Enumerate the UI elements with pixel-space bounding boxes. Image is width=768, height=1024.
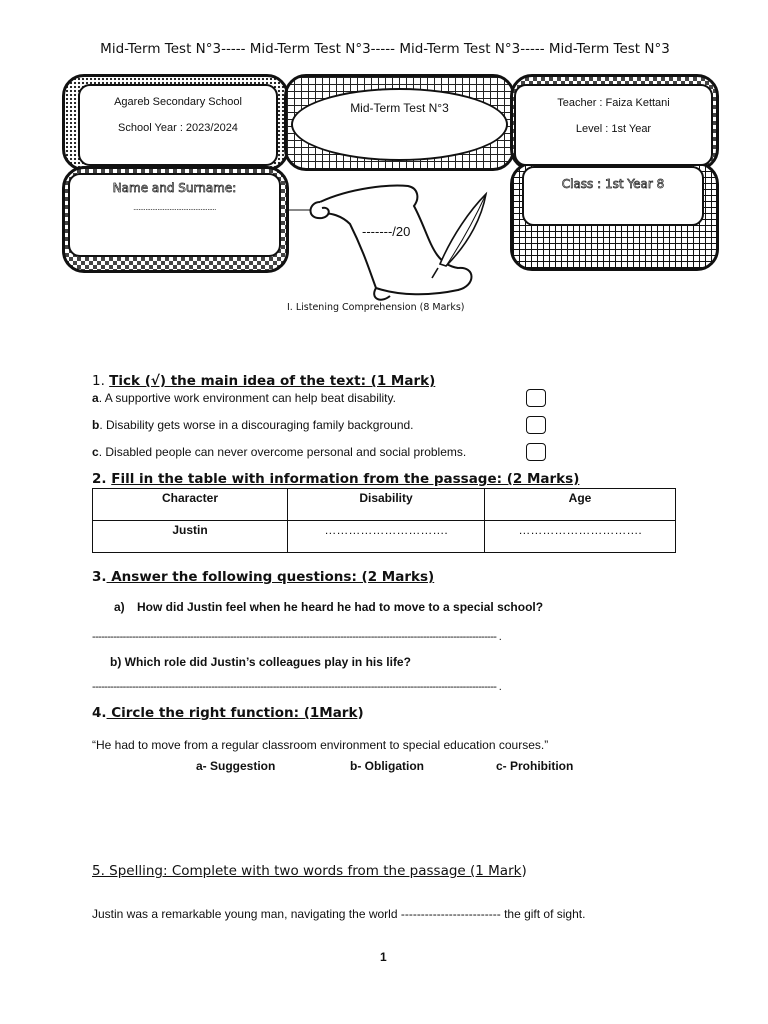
checkbox-b[interactable]: [526, 416, 546, 434]
school-name: Agareb Secondary School: [114, 96, 242, 108]
q5-sentence: Justin was a remarkable young man, navigating the world ------------------------- the gift of sight.: [92, 907, 586, 921]
page-number: 1: [380, 950, 387, 964]
test-title-oval: [291, 88, 508, 161]
q1-title: Tick (√) the main idea of the text: (1 Mark): [109, 373, 436, 389]
class-card: [522, 166, 704, 226]
answer-line-a[interactable]: ------------------------------------------------------------------------------------------------------------------------------------ .: [92, 631, 502, 643]
q2-heading: [92, 471, 579, 487]
checkbox-c[interactable]: [526, 443, 546, 461]
test-title: Mid-Term Test N°3: [350, 101, 449, 115]
q4-title: Circle the right function: (1Mark: [106, 705, 358, 721]
q5-close: ): [521, 863, 527, 879]
table-header-row: [93, 489, 676, 521]
table-header: Character: [93, 489, 288, 521]
q4-close: ): [357, 705, 364, 721]
q1-option-a: a. A supportive work environment can help beat disability.: [92, 391, 396, 405]
score-field[interactable]: -------/20: [362, 224, 411, 239]
q1-option-c: c. Disabled people can never overcome personal and social problems.: [92, 445, 467, 459]
choice-prohibition[interactable]: c- Prohibition: [496, 759, 574, 773]
q4-heading: [92, 705, 364, 721]
q2-title: Fill in the table with information from the passage: (2 Marks): [111, 471, 580, 487]
choice-suggestion[interactable]: a- Suggestion: [196, 759, 276, 773]
table-cell[interactable]: ………………………….: [288, 521, 485, 553]
table-cell: Justin: [93, 521, 288, 553]
q3a-question: How did Justin feel when he heard he had to move to a special school?: [137, 600, 544, 614]
level: Level : 1st Year: [575, 123, 652, 135]
class-label: Class : 1st Year 8: [561, 177, 665, 191]
choice-obligation[interactable]: b- Obligation: [350, 759, 424, 773]
q3-title: Answer the following questions: (2 Marks): [106, 569, 435, 585]
school-year: School Year : 2023/2024: [118, 122, 238, 134]
name-card: [68, 173, 281, 257]
name-label: Name and Surname:: [112, 181, 237, 195]
scroll-quill-icon: [280, 176, 500, 306]
q1-heading: [92, 373, 435, 389]
info-table: [92, 488, 676, 553]
checkbox-a[interactable]: [526, 389, 546, 407]
q5-heading: [92, 863, 527, 879]
q3-heading: [92, 569, 434, 585]
q2-number: 2.: [92, 471, 112, 487]
running-title: Mid-Term Test N°3----- Mid-Term Test N°3----- Mid-Term Test N°3----- Mid-Term Test N°3: [100, 41, 670, 57]
teacher-name: Teacher : Faiza Kettani: [557, 97, 670, 109]
q1-number: 1.: [92, 373, 110, 389]
q5-title: 5. Spelling: Complete with two words from the passage (1 Mark: [92, 863, 522, 879]
q3-number: 3.: [92, 569, 107, 585]
section-title: I. Listening Comprehension (8 Marks): [287, 302, 465, 313]
teacher-card: [514, 84, 713, 166]
q3b-question: b) Which role did Justin’s colleagues play in his life?: [110, 655, 411, 669]
table-header: Disability: [288, 489, 485, 521]
q3a-label: a): [114, 600, 125, 614]
q1-option-b: b. Disability gets worse in a discouraging family background.: [92, 418, 414, 432]
table-cell[interactable]: ………………………….: [485, 521, 676, 553]
q4-quote: “He had to move from a regular classroom environment to special education courses.”: [92, 738, 549, 752]
q4-number: 4.: [92, 705, 107, 721]
table-row: [93, 521, 676, 553]
school-card: [78, 84, 278, 166]
name-field[interactable]: ................................................: [133, 203, 216, 212]
answer-line-b[interactable]: ------------------------------------------------------------------------------------------------------------------------------------ .: [92, 681, 502, 693]
table-header: Age: [485, 489, 676, 521]
